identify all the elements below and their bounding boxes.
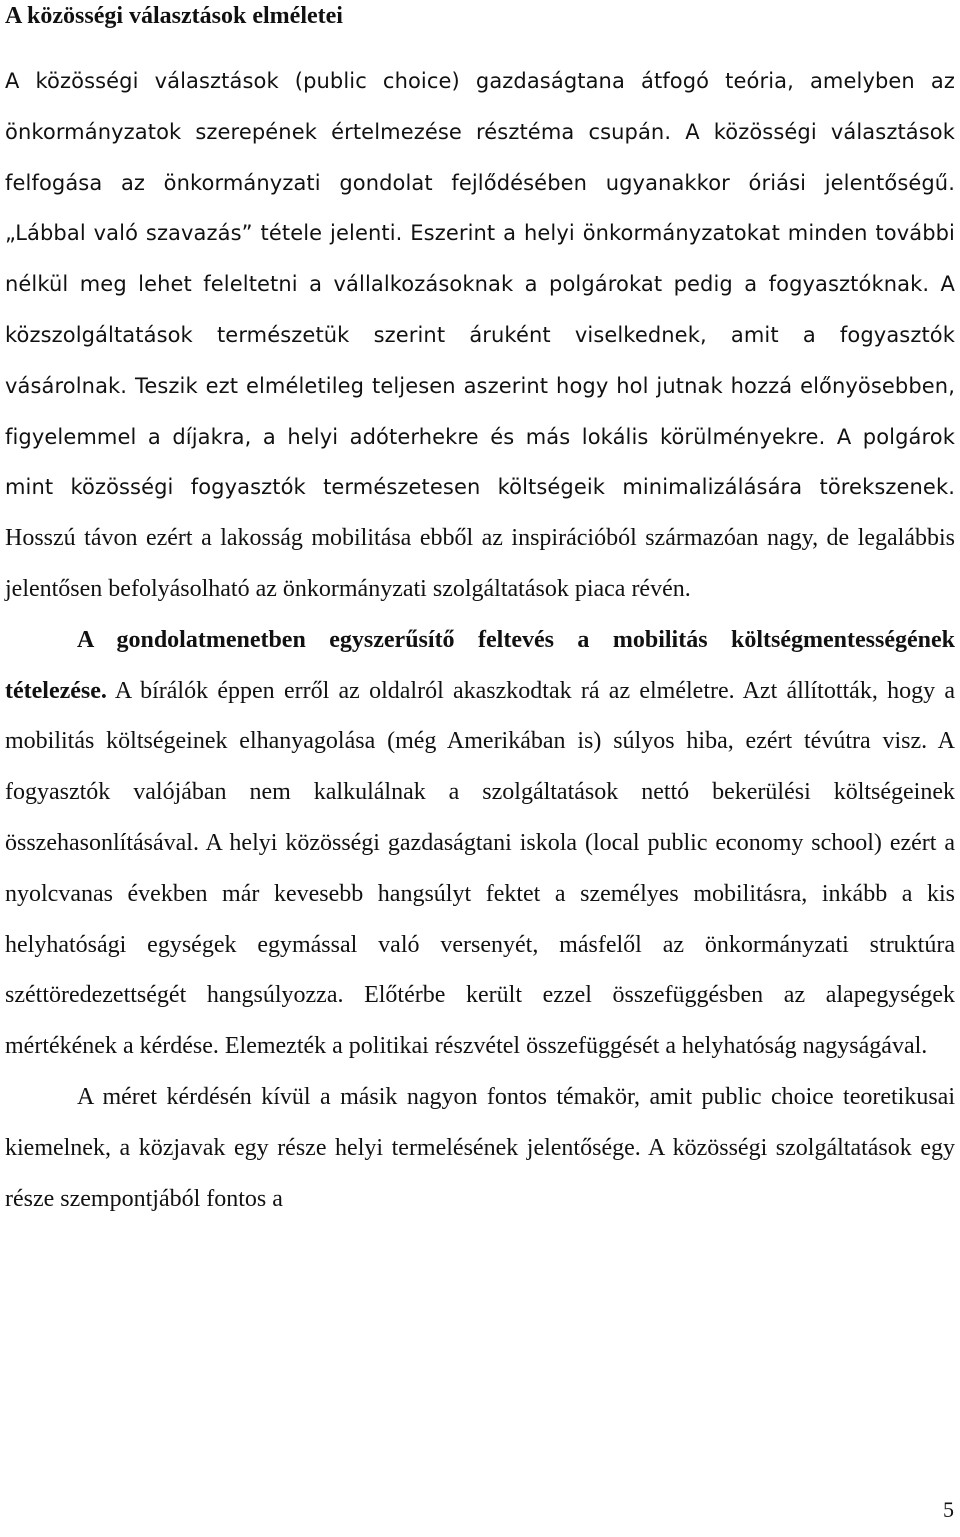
document-page — [5, 0, 955, 1224]
paragraph-public-choice-sans-text: A közösségi választások (public choice) gazdaságtana átfogó teória, amelyben az önkormányzatok szerepének értelmezése résztéma csupán. A közösségi választások felfogása az önkormányzati gondolat fejlődésében ugyanakkor óriási jelentőségű. „Lábbal való szavazás” tétele jelenti. Eszerint a helyi önkormányzatokat minden további nélkül meg lehet feleltetni a vállalkozásoknak a polgárokat pedig a fogyasztóknak. A közszolgáltatások természetük szerint áruként viselkednek, amit a fogyasztók vásárolnak. Teszik ezt elméletileg teljesen aszerint hogy hol jutnak hozzá előnyösebben, figyelemmel a díjakra, a helyi adóterhekre és más lokális körülményekre. A polgárok mint közösségi fogyasztók természetesen költségeik minimalizálására törekszenek. — [5, 69, 955, 500]
paragraph-mobility-bold-text: A gondolatmenetben egyszerűsítő feltevés a mobilitás költségmentességének tételezése. — [5, 626, 955, 704]
paragraph-size-question: A méret kérdésén kívül a másik nagyon fontos témakör, amit public choice teoretikusai kiemelnek, a közjavak egy része helyi termelésének jelentősége. A közösségi szolgáltatások egy része szempontjából fontos a — [5, 1083, 955, 1212]
section-heading: A közösségi választások elméletei — [5, 3, 343, 29]
paragraph-mobility — [5, 615, 955, 1072]
paragraph-mobility-text: A bírálók éppen erről az oldalról akaszkodtak rá az elméletre. Azt állították, hogy a mobilitás költségeinek elhanyagolása (még Amerikában is) súlyos hiba, ezért tévútra visz. A fogyasztók valójában nem kalkulálnak a szolgáltatások nettó bekerülési költségeinek összehasonlításával. A helyi közösségi gazdaságtani iskola (local public economy school) ezért a nyolcvanas években már kevesebb hangsúlyt fektet a személyes mobilitásra, inkább a kis helyhatósági egységek egymással való versenyét, másfelől az önkormányzati struktúra széttöredezettségét hangsúlyozza. Előtérbe került ezzel összefüggésben az alapegységek mértékének a kérdése. Elemezték a politikai részvétel összefüggését a helyhatóság nagyságával. — [5, 677, 955, 1060]
page-number: 5 — [943, 1497, 954, 1522]
paragraph-public-choice — [5, 56, 955, 615]
paragraph-public-choice-serif-text: Hosszú távon ezért a lakosság mobilitása ebből az inspirációból származóan nagy, de legalábbis jelentősen befolyásolható az önkormányzati szolgáltatások piaca révén. — [5, 525, 955, 602]
